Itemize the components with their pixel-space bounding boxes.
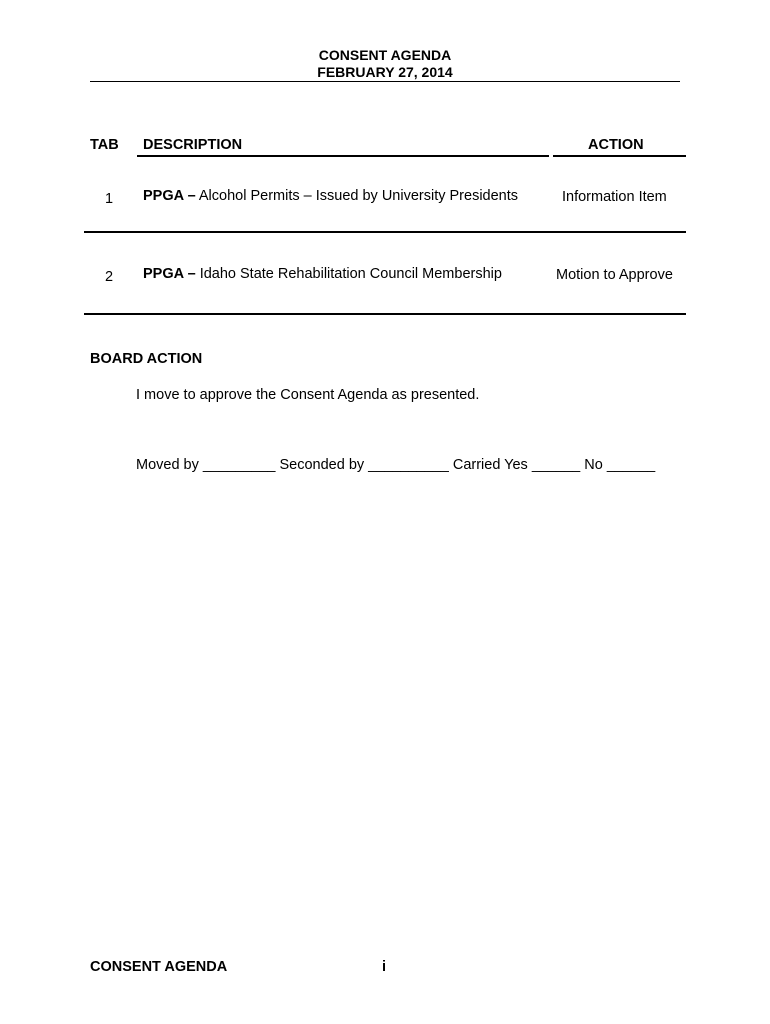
column-header-description: DESCRIPTION bbox=[143, 137, 243, 153]
row-action: Motion to Approve bbox=[556, 267, 673, 283]
row-action: Information Item bbox=[562, 189, 667, 205]
vote-line: Moved by _________ Seconded by __________ Carried Yes ______ No ______ bbox=[136, 457, 656, 473]
row-description-prefix: PPGA – bbox=[143, 266, 196, 282]
board-action-heading: BOARD ACTION bbox=[90, 351, 203, 367]
row-description-prefix: PPGA – bbox=[143, 188, 196, 204]
header-rule bbox=[90, 81, 680, 82]
page-number: i bbox=[382, 959, 387, 975]
row-description bbox=[143, 266, 502, 282]
row-divider bbox=[84, 313, 686, 315]
row-tab-number: 2 bbox=[105, 269, 114, 285]
document-title: CONSENT AGENDA bbox=[318, 47, 452, 63]
motion-text: I move to approve the Consent Agenda as presented. bbox=[136, 387, 480, 403]
description-header-rule bbox=[137, 155, 549, 157]
row-tab-number: 1 bbox=[105, 191, 114, 207]
row-description-text: Alcohol Permits – Issued by University Presidents bbox=[198, 188, 519, 204]
footer-label: CONSENT AGENDA bbox=[90, 959, 228, 975]
column-header-action: ACTION bbox=[588, 137, 644, 153]
row-description-text: Idaho State Rehabilitation Council Membership bbox=[199, 266, 502, 282]
document-date: FEBRUARY 27, 2014 bbox=[317, 64, 453, 80]
column-header-tab: TAB bbox=[90, 137, 119, 153]
row-divider bbox=[84, 231, 686, 233]
action-header-rule bbox=[553, 155, 686, 157]
row-description bbox=[143, 188, 518, 204]
